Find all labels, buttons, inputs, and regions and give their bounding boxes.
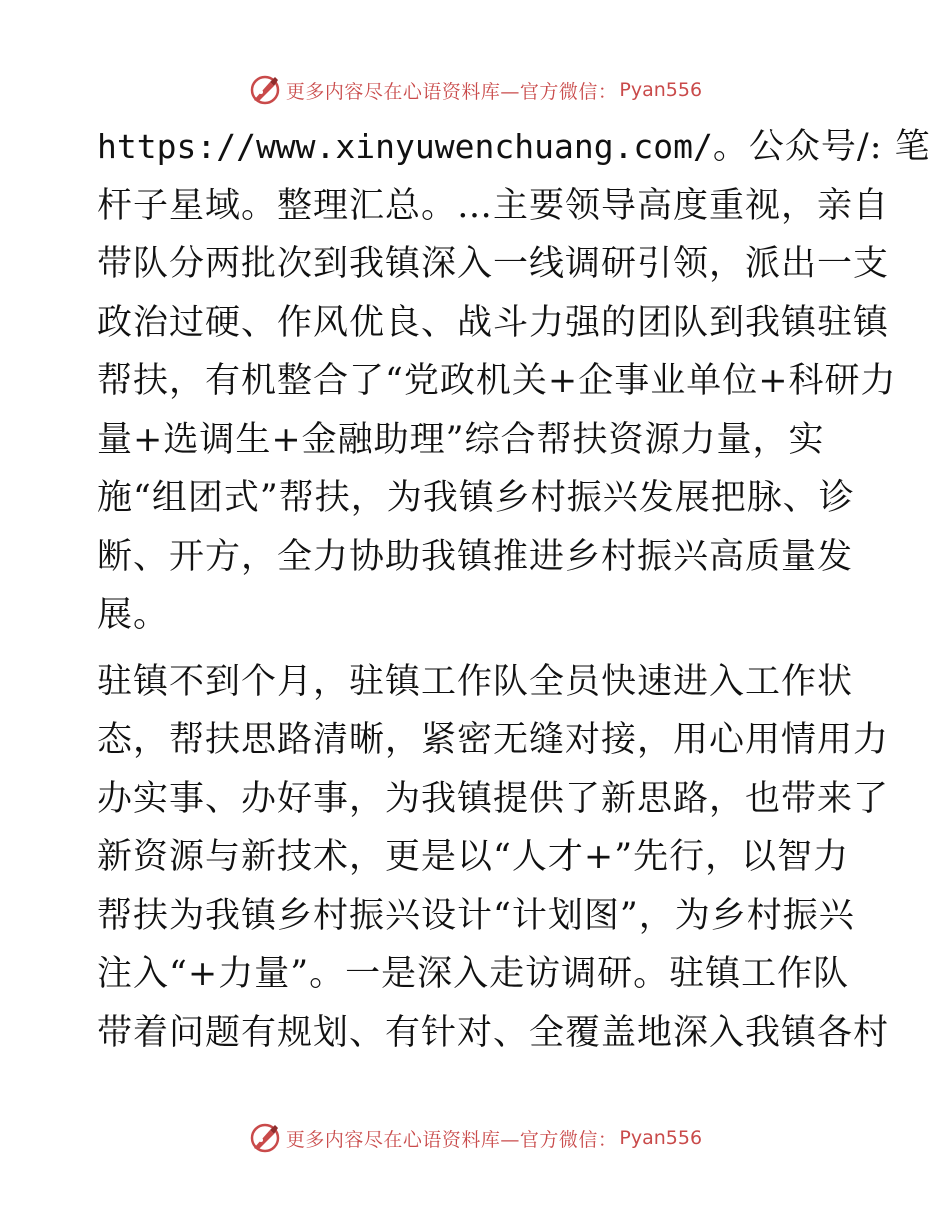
paragraph-gap: [97, 645, 849, 653]
footer-watermark-text: 更多内容尽在心语资料库—官方微信：: [285, 1128, 618, 1151]
text-line: 杆子星域。整理汇总。…主要领导高度重视，亲自: [97, 185, 890, 226]
paragraph-2: [97, 653, 890, 1063]
website-url: https://www.xinyuwenchuang.com/: [97, 127, 713, 166]
line-text: 。公众号/: 笔: [712, 127, 931, 167]
text-line: 带着问题有规划、有针对、全覆盖地深入我镇各村: [97, 1012, 890, 1053]
text-line: 新资源与新技术，更是以“人才+”先行，以智力: [97, 837, 850, 877]
text-line: 量+选调生+金融助理”综合帮扶资源力量，实: [97, 419, 825, 460]
header-wechat-id: Pyan556: [619, 79, 703, 101]
document-body: [97, 118, 931, 1062]
text-line: 施“组团式”帮扶，为我镇乡村振兴发展把脉、诊: [97, 478, 855, 518]
text-line: 带队分两批次到我镇深入一线调研引领，派出一支: [97, 244, 890, 284]
pen-logo-icon: [248, 1121, 282, 1155]
paragraph-1: [97, 118, 931, 645]
header-watermark-text: 更多内容尽在心语资料库—官方微信：: [285, 80, 618, 103]
text-line: 断、开方，全力协助我镇推进乡村振兴高质量发: [97, 536, 854, 577]
text-line: [97, 118, 931, 177]
footer-wechat-id: Pyan556: [619, 1127, 703, 1149]
text-line: 办实事、办好事，为我镇提供了新思路，也带来了: [97, 778, 890, 819]
text-line: 注入“+力量”。一是深入走访调研。驻镇工作队: [97, 954, 850, 994]
text-line: 态，帮扶思路清晰，紧密无缝对接，用心用情用力: [97, 720, 890, 760]
text-line: 帮扶为我镇乡村振兴设计“计划图”，为乡村振兴: [97, 895, 855, 936]
text-line: 驻镇不到个月，驻镇工作队全员快速进入工作状: [97, 661, 854, 702]
header-watermark: [0, 70, 950, 110]
text-line: 展。: [97, 595, 170, 635]
text-line: 帮扶，有机整合了“党政机关+企事业单位+科研力: [97, 361, 897, 401]
text-line: 政治过硬、作风优良、战斗力强的团队到我镇驻镇: [97, 302, 890, 343]
pen-logo-icon: [248, 73, 282, 107]
footer-watermark: [0, 1118, 950, 1158]
